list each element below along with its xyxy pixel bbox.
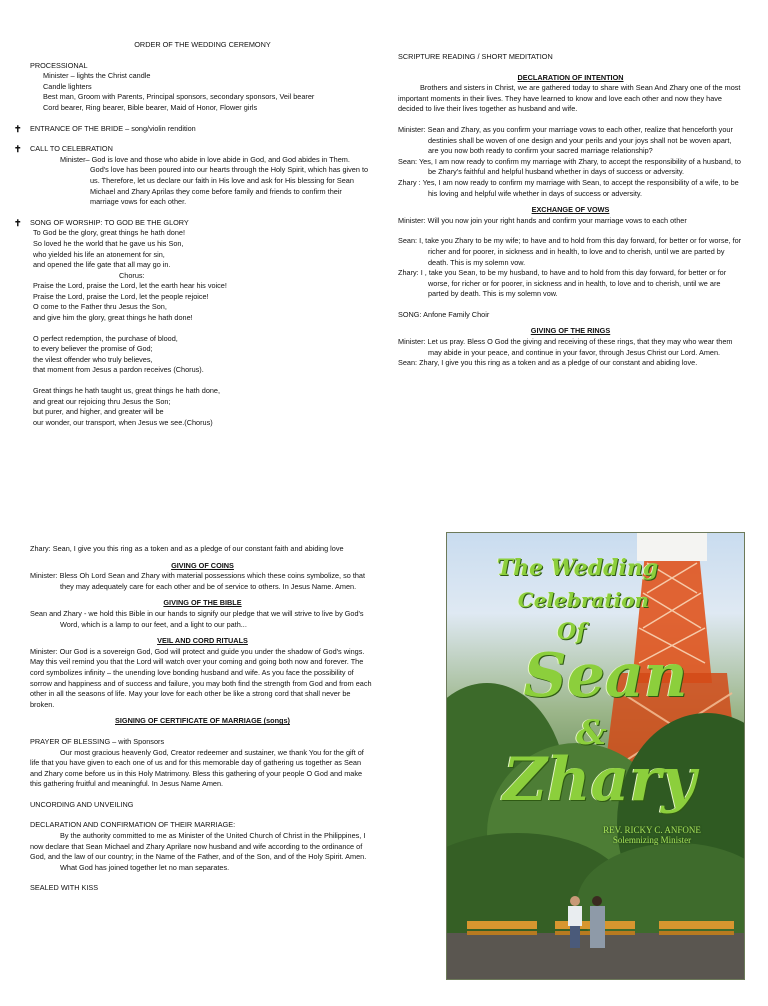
wedding-cover-photo bbox=[446, 532, 745, 980]
cover-officiant bbox=[567, 825, 737, 845]
vows-heading: EXCHANGE OF VOWS bbox=[531, 205, 610, 215]
lyric-line: So loved he the world that he gave us his Son, bbox=[33, 238, 184, 248]
separates-line: What God has joined together let no man separates. bbox=[60, 862, 230, 872]
lyric-line: O come to the Father thru Jesus the Son, bbox=[33, 302, 167, 312]
lyric-line: the vilest offender who truly believes, bbox=[33, 354, 153, 364]
uncording-heading: UNCORDING AND UNVEILING bbox=[30, 799, 134, 809]
intention-vows-column bbox=[398, 52, 743, 369]
coins-text: Minister: Bless Oh Lord Sean and Zhary with material possessions which these coins symbolize, so that they may adequately care for each other and be of service to others. In Jesus Name. Amen. bbox=[30, 571, 365, 591]
bible-heading: GIVING OF THE BIBLE bbox=[163, 598, 242, 608]
lyric-line: and opened the life gate that all may go in. bbox=[33, 260, 171, 270]
cover-ampersand: & bbox=[576, 713, 607, 753]
cover-bride-name: Zhary bbox=[503, 745, 696, 815]
processional-item: Best man, Groom with Parents, Principal sponsors, secondary sponsors, Veil bearer bbox=[43, 92, 315, 102]
veil-heading: VEIL AND CORD RITUALS bbox=[157, 636, 248, 646]
rings-heading: GIVING OF THE RINGS bbox=[530, 326, 611, 336]
sean-vow: Sean: I, take you Zhary to be my wife; to have and to hold from this day forward, for better or for worse, for richer and for poorer, in sickness and in health, to love and to cherish, until we are parted by death. This is my solemn vow. bbox=[398, 236, 742, 267]
lyric-line: and give him the glory, great things he hath done! bbox=[33, 313, 193, 323]
officiant-role: Solemnizing Minister bbox=[612, 835, 692, 845]
cross-icon: ✝ bbox=[14, 123, 22, 134]
lyric-line: Great things he hath taught us, great things he hath done, bbox=[33, 386, 221, 396]
lyric-line: To God be the glory, great things he hath done! bbox=[33, 228, 185, 238]
lyric-line: Praise the Lord, praise the Lord, let the people rejoice! bbox=[33, 291, 209, 301]
lyric-line: that moment from Jesus a pardon receives (Chorus). bbox=[33, 365, 204, 375]
sean-ring: Sean: Zhary, I give you this ring as a token and as a pledge of our constant and abiding love. bbox=[398, 358, 698, 368]
ceremony-title: ORDER OF THE WEDDING CEREMONY bbox=[134, 40, 271, 49]
cross-icon: ✝ bbox=[14, 144, 22, 155]
minister-question: Minister: Sean and Zhary, as you confirm your marriage vows to each other, realize that henceforth your destinies shall be woven of one design and your perils and your joys shall not be woven apart, are you now both ready to confirm your sacred marriage relationship? bbox=[398, 124, 733, 156]
call-heading: CALL TO CELEBRATION bbox=[30, 144, 113, 154]
hymn-lyrics bbox=[30, 228, 375, 428]
sean-answer: Sean: Yes, I am now ready to confirm my marriage with Zhary, to accept the responsibility of a husband, to be Zhary's faithful and helpful husband whether in days of success or adversity. bbox=[398, 156, 741, 177]
entrance-line bbox=[14, 123, 375, 135]
prayer-heading: PRAYER OF BLESSING – with Sponsors bbox=[30, 736, 165, 746]
vows-minister: Minister: Will you now join your right hands and confirm your marriage vows to each other bbox=[398, 215, 687, 225]
declaration-heading: DECLARATION OF INTENTION bbox=[517, 72, 624, 82]
call-heading-line bbox=[14, 144, 375, 155]
lyric-line: but purer, and higher, and greater will be bbox=[33, 407, 164, 417]
zhary-vow: Zhary: I , take you Sean, to be my husband, to have and to hold from this day forward, for better or for worse, for richer or for poorer, in sickness and in health, to love and to cherish, until we are parted by death. This is my solemn vow. bbox=[398, 268, 727, 299]
entrance-text: ENTRANCE OF THE BRIDE – song/violin rendition bbox=[30, 123, 196, 133]
lyric-line: who yielded his life an atonement for sin, bbox=[33, 249, 165, 259]
cover-title-line: Celebration bbox=[517, 588, 650, 612]
declaration-text: Brothers and sisters in Christ, we are gathered today to share with Sean And Zhary one of the most important moments in their lives. They have learned to know and love each other and now they have decided to live their lives together as husband and wife. bbox=[398, 83, 741, 114]
processional-item: Candle lighters bbox=[43, 81, 92, 91]
declaration-confirmation-text: By the authority committed to me as Minister of the United Church of Christ in the Philippines, I now declare that Sean Michael and Zhary Aprilare now husband and wife according to the ordinance of God, and the law of our country; in the Name of the Father, and of the Son, and of the Holy Spirit. Amen. bbox=[30, 831, 367, 862]
call-text: Minister– God is love and those who abide in love abide in God, and God abides in Them. God's love has been poured into our hearts through the Holy Spirit, which has given to us. Therefore, let us declare our faith in His love and ask for His blessing for Sean Michael and Zhary Aprilas they come before family and friends to confirm their marriage vows for each other. bbox=[60, 154, 369, 207]
processional-heading: PROCESSIONAL bbox=[30, 60, 88, 70]
zhary-ring: Zhary: Sean, I give you this ring as a token and as a pledge of our constant faith and abiding love bbox=[30, 544, 344, 553]
cross-icon: ✝ bbox=[14, 217, 22, 228]
officiant-name: REV. RICKY C. ANFONE bbox=[603, 825, 701, 835]
veil-text: Minister: Our God is a sovereign God, God will protect and guide you under the shadow of God's wings. May this veil remind you that the Lord will watch over your coming and going both now and forever. The cord symbolizes infinity – the unending love bonding husband and wife. As you face the possibility of sorrow and happiness and of success and failure, you may both find the strength from God and from each other in all the seasons of life. May your love for each other be like a strong cord that shall never be broken. bbox=[30, 646, 372, 709]
coins-heading: GIVING OF COINS bbox=[171, 560, 234, 570]
rituals-column bbox=[30, 544, 375, 894]
cover-title-line: The Wedding bbox=[496, 555, 659, 581]
cover-groom-name: Sean bbox=[523, 641, 688, 711]
scripture-heading: SCRIPTURE READING / SHORT MEDITATION bbox=[398, 52, 553, 61]
lyric-line: O perfect redemption, the purchase of blood, bbox=[33, 333, 178, 343]
song-heading-line bbox=[14, 217, 375, 229]
chorus-label: Chorus: bbox=[119, 270, 145, 280]
bible-text: Sean and Zhary - we hold this Bible in our hands to signify our pledge that we will strive to live by God's Word, which is a lamp to our feet, and a light to our path... bbox=[30, 608, 364, 629]
lyric-line: Praise the Lord, praise the Lord, let the earth hear his voice! bbox=[33, 281, 227, 291]
order-of-ceremony-column bbox=[14, 40, 375, 428]
processional-item: Minister – lights the Christ candle bbox=[43, 71, 151, 81]
song-line: SONG: Anfone Family Choir bbox=[398, 309, 490, 319]
lyric-line: to every believer the promise of God; bbox=[33, 344, 153, 354]
lyric-line: and great our rejoicing thru Jesus the Son; bbox=[33, 396, 171, 406]
rings-minister: Minister: Let us pray. Bless O God the giving and receiving of these rings, that they may who wear them may abide in your peace, and continue in your favor, through Jesus Christ our Lord. Amen. bbox=[398, 337, 733, 357]
lyric-line: our wonder, our transport, when Jesus we see.(Chorus) bbox=[33, 417, 213, 427]
processional-item: Cord bearer, Ring bearer, Bible bearer, Maid of Honor, Flower girls bbox=[43, 102, 258, 112]
song-heading: SONG OF WORSHIP: TO GOD BE THE GLORY bbox=[30, 217, 189, 227]
zhary-answer: Zhary : Yes, I am now ready to confirm my marriage with Sean, to accept the responsibility of a wife, to be his loving and helpful wife whether in days of success or adversity. bbox=[398, 177, 739, 198]
cover-title-line: Of bbox=[557, 619, 586, 645]
sealed-line: SEALED WITH KISS bbox=[30, 883, 99, 893]
prayer-text: Our most gracious heavenly God, Creator redeemer and sustainer, we thank You for the gift of life that you have given to each one of us and for this memorable day of gathering us together as Sean and Zhary come before us in this Holy Matrimony. Bless this gathering of your people O God and make this gathering fruitful and meaningful. In Jesus Name Amen. bbox=[30, 747, 364, 789]
declaration-confirmation-heading: DECLARATION AND CONFIRMATION OF THEIR MARRIAGE: bbox=[30, 820, 236, 830]
signing-heading: SIGNING OF CERTIFICATE OF MARRIAGE (songs) bbox=[115, 716, 290, 726]
